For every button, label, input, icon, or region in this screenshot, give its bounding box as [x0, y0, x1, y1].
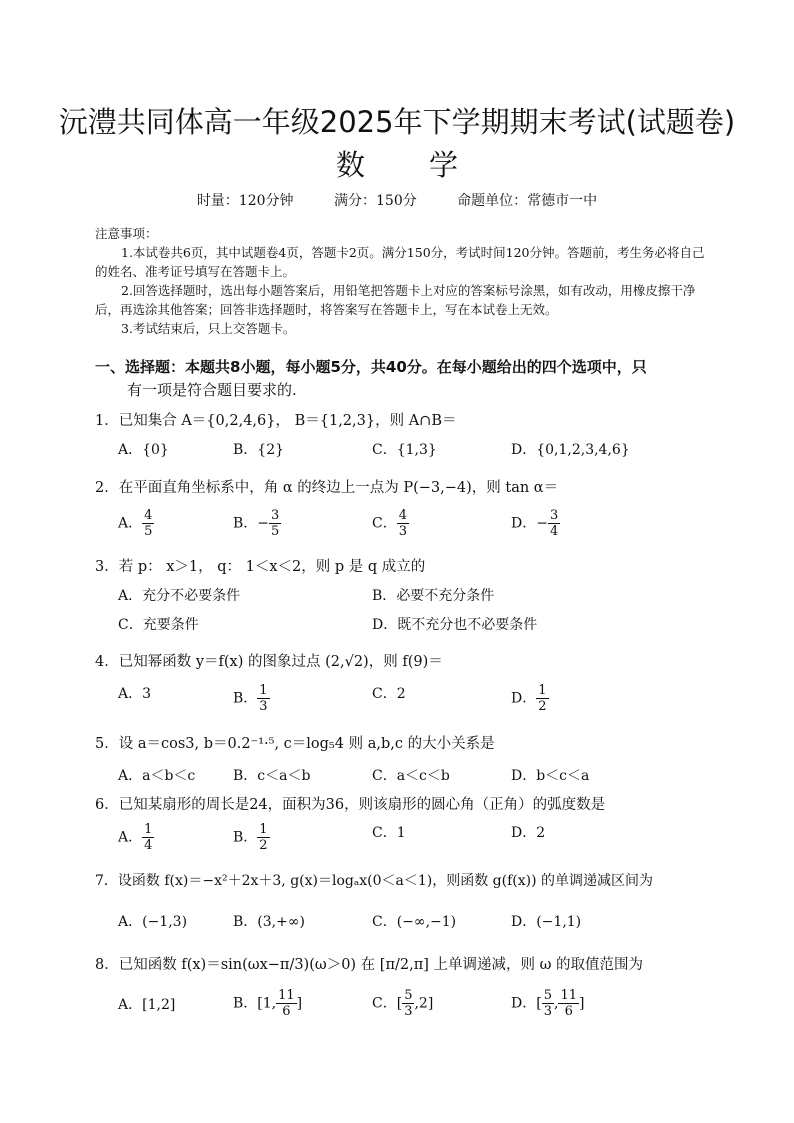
- option-label: C．: [372, 515, 397, 532]
- option-label: A．: [118, 829, 143, 846]
- exam-info: [0, 190, 794, 210]
- interval-open: [1,: [257, 995, 277, 1012]
- option-a: A．(−1,3): [118, 914, 188, 930]
- numerator: 5: [543, 988, 552, 1003]
- question-1: 1．已知集合 A＝{0,2,4,6}， B＝{1,2,3}，则 A∩B＝: [95, 413, 457, 429]
- fraction: [402, 988, 414, 1019]
- option-c: [372, 822, 406, 842]
- option-label: C．: [372, 686, 397, 702]
- option-b: B．(3,+∞): [233, 914, 305, 930]
- denominator: 2: [538, 699, 547, 714]
- fraction: [142, 822, 154, 853]
- section-heading: [95, 356, 705, 402]
- minus-sign: −: [536, 515, 548, 532]
- question-8: 8．已知函数 f(x)＝sin(ωx−π/3)(ω＞0) 在 [π/2,π] 上单调递减，则 ω 的取值范围为: [95, 957, 644, 973]
- denominator: 6: [282, 1004, 291, 1019]
- exam-time: 时量：120分钟: [196, 193, 294, 209]
- option-label: C．: [372, 995, 397, 1012]
- option-c: C．{1,3}: [372, 442, 437, 458]
- interval-open: [: [396, 995, 403, 1012]
- question-7: 7．设函数 f(x)＝−x²＋2x＋3, g(x)＝logₐx(0＜a＜1)，则函数 g(f(x)) 的单调递减区间为: [95, 873, 654, 889]
- option-label: D．: [511, 690, 537, 707]
- denominator: 4: [144, 838, 153, 853]
- note-item-2: 2.回答选择题时，选出每小题答案后，用铅笔把答题卡上对应的答案标号涂黑，如有改动，用橡皮擦干净后，再选涂其他答案；回答非选择题时，将答案写在答题卡上，写在本试卷上无效。: [95, 283, 696, 317]
- fraction: [257, 683, 269, 714]
- interval-close: ]: [578, 995, 585, 1012]
- note-item-1: 1.本试卷共6页，其中试题卷4页，答题卡2页。满分150分，考试时间120分钟。答题前，考生务必将自己的姓名、准考证号填写在答题卡上。: [95, 245, 705, 279]
- interval-close: ]: [296, 995, 303, 1012]
- fraction: [269, 508, 281, 539]
- question-5: 5．设 a＝cos3, b＝0.2⁻¹·⁵, c＝log₅4 则 a,b,c 的大小关系是: [95, 736, 495, 752]
- option-b: B．c＜a＜b: [233, 768, 311, 784]
- fraction: [397, 508, 409, 539]
- denominator: 6: [564, 1004, 573, 1019]
- option-c: C．充要条件: [118, 617, 199, 633]
- option-c: [372, 683, 406, 703]
- option-b: [233, 508, 281, 539]
- numerator: 3: [549, 508, 559, 523]
- fraction: [548, 508, 560, 539]
- denominator: 3: [398, 524, 407, 539]
- option-label: D．: [511, 995, 537, 1012]
- option-b: [233, 822, 270, 853]
- option-d: D．{0,1,2,3,4,6}: [511, 442, 630, 458]
- section-line-1: 一、选择题：本题共8小题，每小题5分，共40分。在每小题给出的四个选项中，只: [95, 358, 647, 376]
- option-d: [511, 683, 549, 714]
- exam-unit: 命题单位：常德市一中: [457, 193, 598, 209]
- option-b: [233, 683, 270, 714]
- numerator: 3: [271, 508, 280, 523]
- option-value: 3: [142, 686, 152, 702]
- exam-title: 沅澧共同体高一年级2025年下学期期末考试(试题卷): [58, 105, 736, 139]
- comma: ,: [553, 995, 559, 1012]
- fraction: [142, 508, 154, 539]
- option-a: [118, 994, 175, 1014]
- notes: [95, 224, 705, 338]
- numerator: 1: [259, 822, 268, 837]
- fraction: [257, 822, 269, 853]
- option-label: D．: [511, 515, 537, 532]
- option-value: 2: [536, 825, 546, 841]
- subject-title: 数学: [335, 148, 522, 182]
- option-a: [118, 508, 154, 539]
- option-a: A．{0}: [118, 442, 169, 458]
- option-b: B．必要不充分条件: [372, 588, 495, 604]
- question-6: 6．已知某扇形的周长是24，面积为36，则该扇形的圆心角（正角）的弧度数是: [95, 797, 606, 813]
- option-a: [118, 822, 154, 853]
- option-value: 2: [396, 686, 406, 702]
- option-c: C．a＜c＜b: [372, 768, 450, 784]
- option-value: 1: [396, 825, 406, 841]
- interval-close: ,2]: [414, 995, 434, 1012]
- option-c: C．(−∞,−1): [372, 914, 457, 930]
- numerator: 4: [144, 508, 153, 523]
- option-c: [372, 508, 409, 539]
- option-b: [233, 988, 302, 1019]
- denominator: 4: [549, 524, 559, 539]
- option-label: B．: [233, 515, 258, 532]
- exam-score: 满分：150分: [334, 193, 417, 209]
- option-label: A．: [118, 997, 143, 1013]
- section-line-2: 有一项是符合题目要求的.: [127, 381, 297, 399]
- option-label: B．: [233, 690, 258, 707]
- option-d: [511, 822, 545, 842]
- denominator: 5: [271, 524, 280, 539]
- numerator: 1: [259, 683, 268, 698]
- option-a: A．a＜b＜c: [118, 768, 196, 784]
- question-4: 4．已知幂函数 y＝f(x) 的图象过点 (2,√2)，则 f(9)＝: [95, 654, 443, 670]
- option-a: [118, 683, 151, 703]
- denominator: 3: [543, 1004, 552, 1019]
- option-label: D．: [511, 825, 537, 841]
- interval-open: [: [536, 995, 542, 1012]
- option-label: B．: [233, 829, 258, 846]
- note-item-3: 3.考试结束后，只上交答题卡。: [121, 321, 296, 336]
- option-label: B．: [233, 995, 258, 1012]
- option-label: A．: [118, 515, 143, 532]
- fraction: [542, 988, 554, 1019]
- numerator: 11: [560, 988, 577, 1003]
- numerator: 1: [538, 683, 547, 698]
- option-d: D．(−1,1): [511, 914, 582, 930]
- denominator: 5: [144, 524, 153, 539]
- option-b: B．{2}: [233, 442, 285, 458]
- option-d: [511, 988, 584, 1019]
- option-a: A．充分不必要条件: [118, 588, 241, 604]
- option-label: C．: [372, 825, 397, 841]
- option-d: [511, 508, 560, 539]
- notes-heading: 注意事项：: [95, 226, 158, 241]
- numerator: 1: [144, 822, 153, 837]
- fraction: [276, 988, 297, 1019]
- option-d: D．既不充分也不必要条件: [372, 617, 538, 633]
- option-d: D．b＜c＜a: [511, 768, 590, 784]
- option-c: [372, 988, 433, 1019]
- question-3: 3．若 p： x＞1， q： 1＜x＜2，则 p 是 q 成立的: [95, 559, 426, 575]
- fraction: [558, 988, 579, 1019]
- option-label: A．: [118, 686, 143, 702]
- fraction: [536, 683, 548, 714]
- numerator: 11: [278, 988, 295, 1003]
- denominator: 3: [259, 699, 268, 714]
- numerator: 4: [398, 508, 407, 523]
- option-value: [1,2]: [142, 997, 176, 1013]
- question-2: 2．在平面直角坐标系中，角 α 的终边上一点为 P(−3,−4)，则 tan α＝: [95, 480, 559, 496]
- minus-sign: −: [257, 515, 270, 532]
- denominator: 2: [259, 838, 268, 853]
- denominator: 3: [404, 1004, 413, 1019]
- numerator: 5: [404, 988, 413, 1003]
